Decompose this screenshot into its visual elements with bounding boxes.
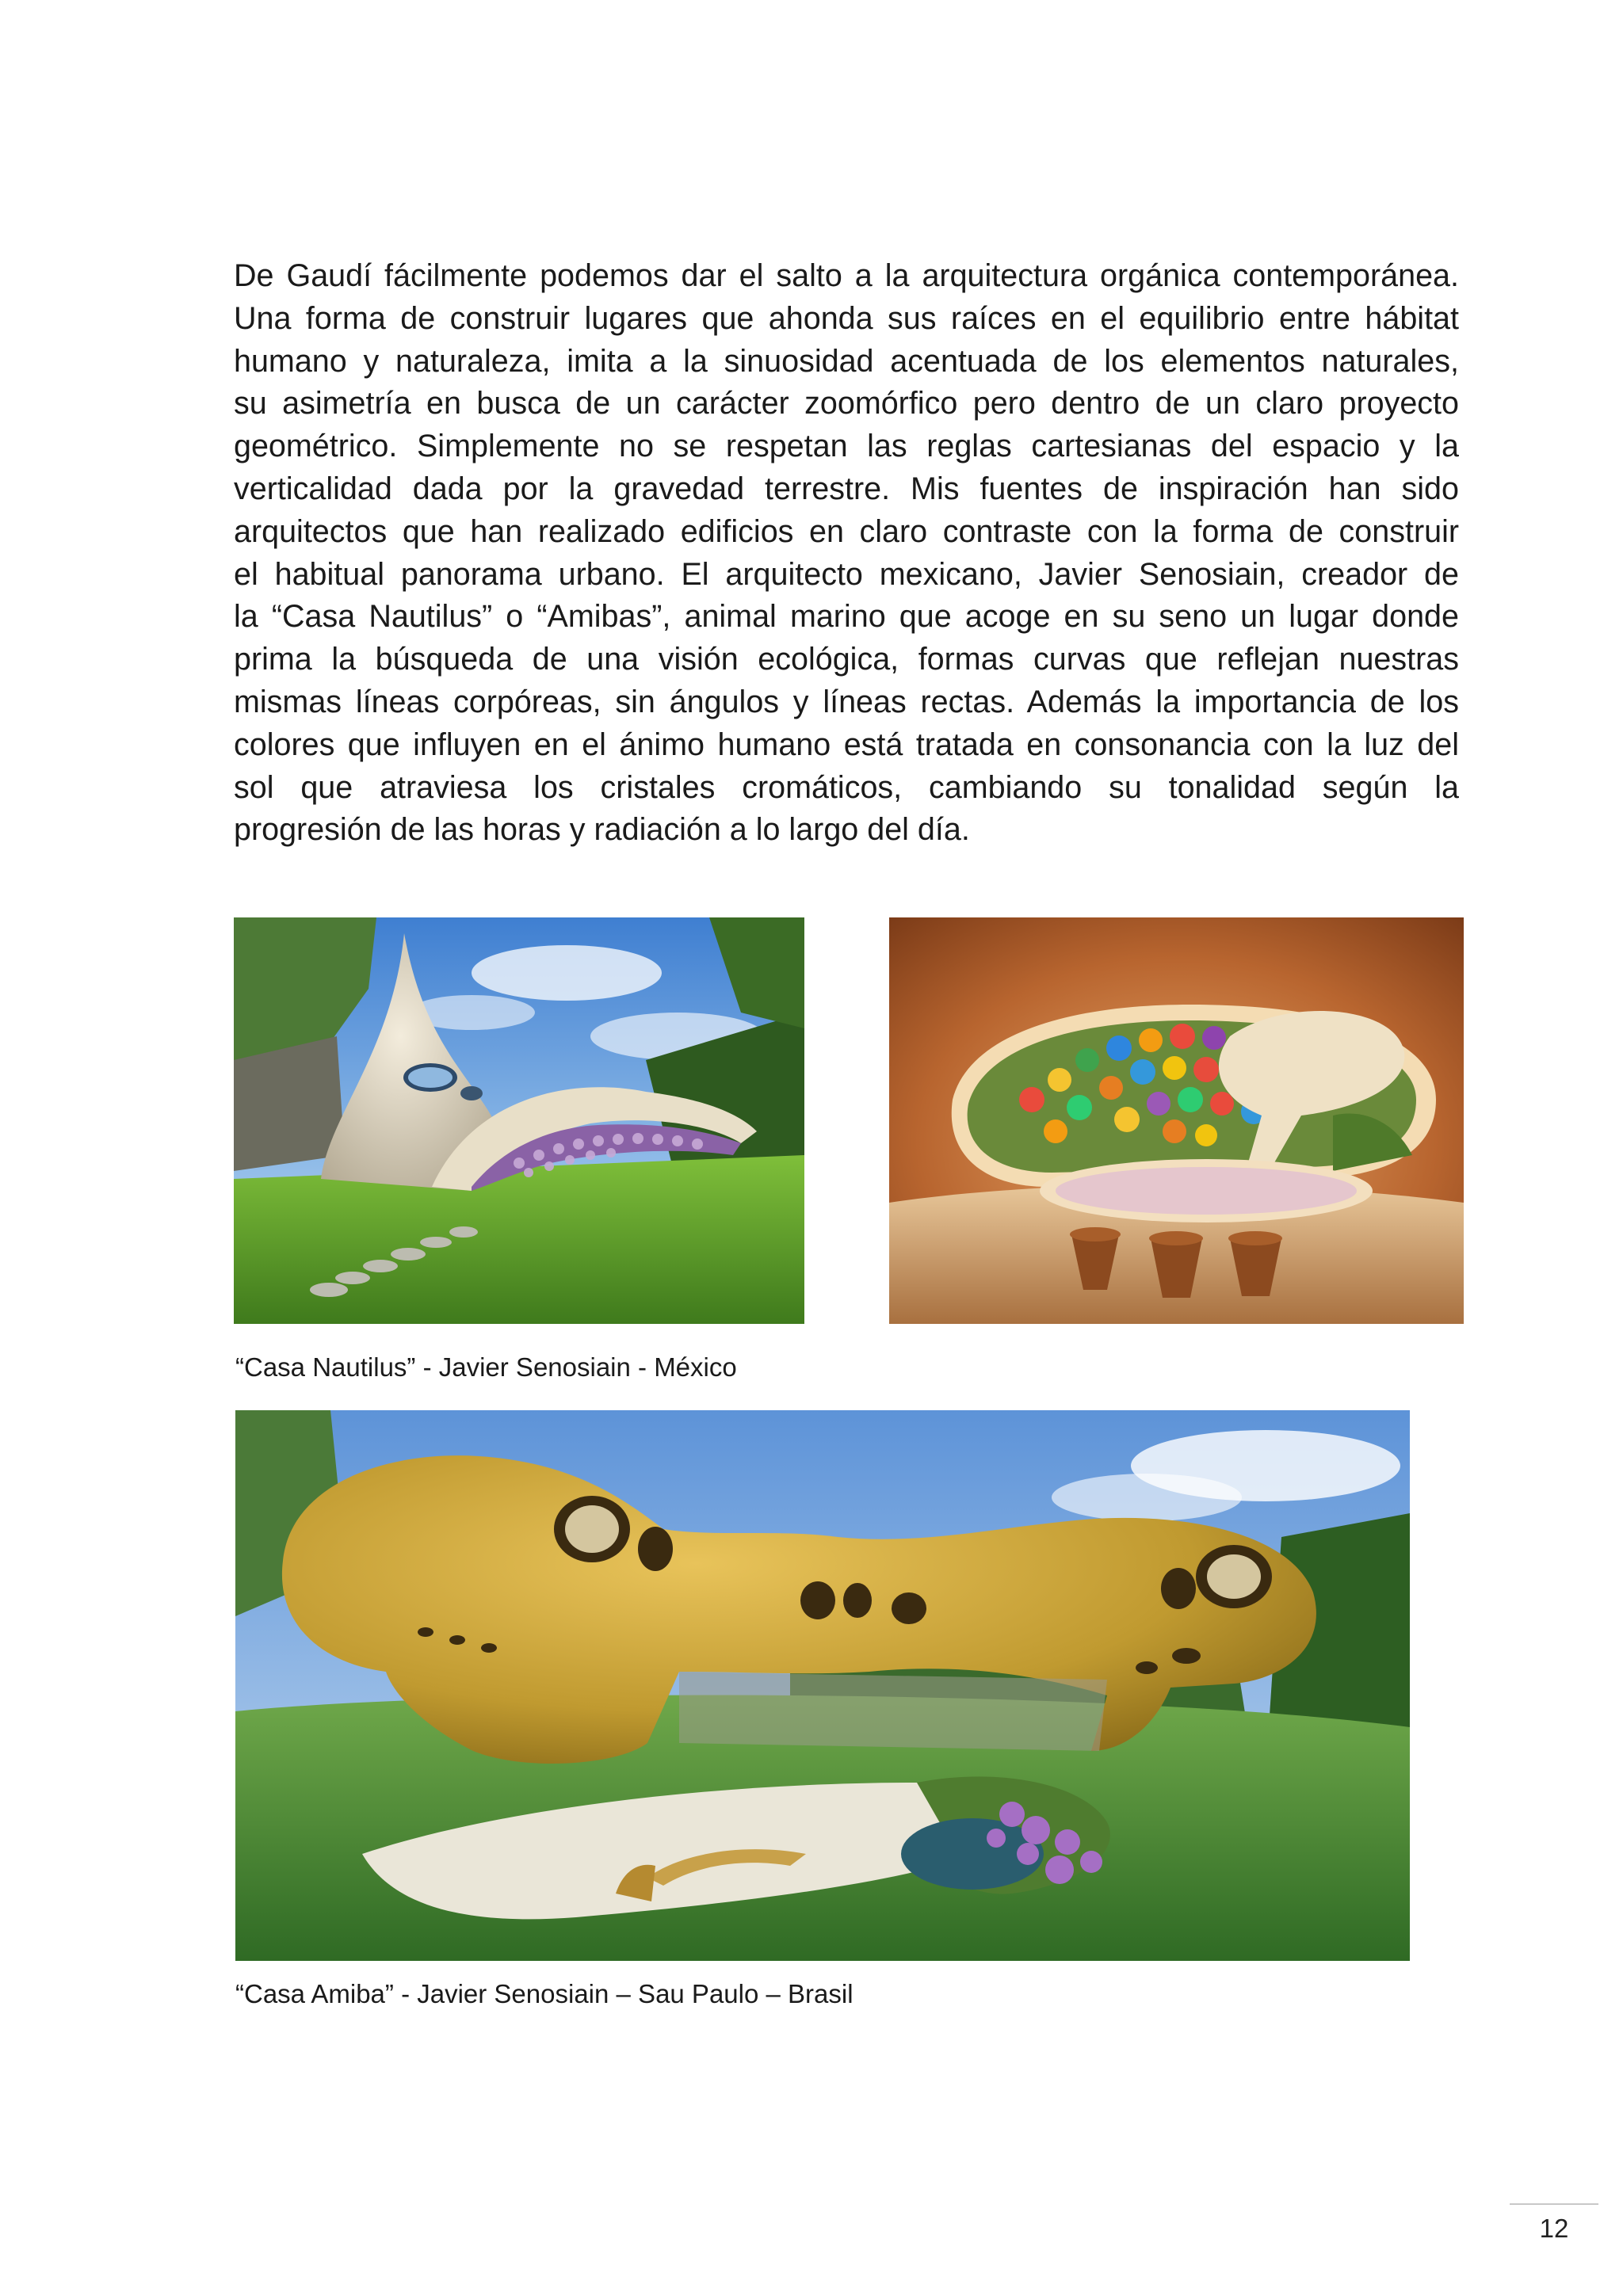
body-line: mismas líneas corpóreas, sin ángulos y líneas rectas. Además la importancia de los xyxy=(234,684,1459,719)
page-number: 12 xyxy=(1539,2214,1569,2243)
footer-rule xyxy=(1510,2203,1598,2205)
body-line: colores que influyen en el ánimo humano está tratada en consonancia con la luz del xyxy=(234,727,1459,762)
body-line: sol que atraviesa los cristales cromáticos, cambiando su tonalidad según la xyxy=(234,769,1459,805)
photo-casa-nautilus-exterior xyxy=(234,917,804,1324)
body-line: su asimetría en busca de un carácter zoomórfico pero dentro de un claro proyecto xyxy=(234,386,1459,421)
body-line: De Gaudí fácilmente podemos dar el salto a la arquitectura orgánica contemporánea. xyxy=(234,258,1459,293)
photo-casa-nautilus-interior xyxy=(889,917,1464,1324)
body-line: arquitectos que han realizado edificios en claro contraste con la forma de construir xyxy=(234,513,1459,549)
body-line: prima la búsqueda de una visión ecológica, formas curvas que reflejan nuestras xyxy=(234,642,1459,677)
caption-casa-nautilus: “Casa Nautilus” - Javier Senosiain - México xyxy=(235,1352,737,1382)
body-line: geométrico. Simplemente no se respetan las reglas cartesianas del espacio y la xyxy=(234,429,1459,464)
body-line: progresión de las horas y radiación a lo largo del día. xyxy=(234,812,970,848)
caption-casa-amiba: “Casa Amiba” - Javier Senosiain – Sau Paulo – Brasil xyxy=(235,1979,854,2008)
body-line: Una forma de construir lugares que ahonda sus raíces en el equilibrio entre hábitat xyxy=(234,300,1459,336)
body-line: la “Casa Nautilus” o “Amibas”, animal marino que acoge en su seno un lugar donde xyxy=(234,599,1459,635)
photo-casa-amiba xyxy=(235,1410,1410,1961)
body-line: verticalidad dada por la gravedad terrestre. Mis fuentes de inspiración han sido xyxy=(234,471,1459,506)
body-line: el habitual panorama urbano. El arquitecto mexicano, Javier Senosiain, creador de xyxy=(234,556,1459,592)
body-paragraph xyxy=(234,255,1459,852)
body-line: humano y naturaleza, imita a la sinuosidad acentuada de los elementos naturales, xyxy=(234,343,1459,379)
